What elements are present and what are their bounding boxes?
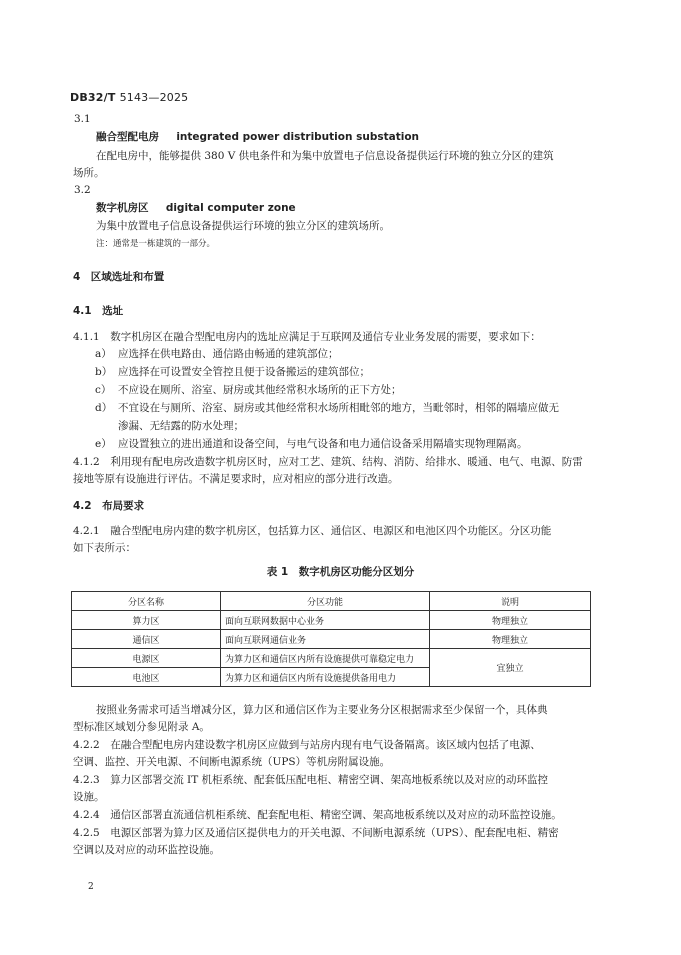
term-en: integrated power distribution substation — [176, 131, 420, 143]
table-header: 分区功能 — [221, 592, 430, 611]
term-note: 注：通常是一栋建筑的一部分。 — [96, 239, 216, 249]
list-item: 不应设在厕所、浴室、厨房或其他经常积水场所的正下方处； — [118, 384, 402, 396]
term-definition: 为集中放置电子信息设备提供运行环境的独立分区的建筑场所。 — [96, 220, 390, 232]
clause-4-2-1: 4.2.1 融合型配电房内建的数字机房区，包括算力区、通信区、电源区和电池区四个功能区。分区功能 — [73, 525, 552, 537]
standard-prefix: DB32/T — [70, 91, 116, 104]
table-header-row — [72, 592, 591, 611]
term-zh: 数字机房区 — [96, 202, 149, 214]
paragraph: 按照业务需求可适当增减分区，算力区和通信区作为主要业务分区根据需求至少保留一个，具体典 — [96, 704, 548, 716]
clause-4-1-2-cont: 接地等原有设施进行评估。不满足要求时，应对相应的部分进行改造。 — [73, 473, 399, 485]
list-item: 应选择在可设置安全管控且便于设备搬运的建筑部位； — [118, 366, 370, 378]
table-header: 分区名称 — [72, 592, 221, 611]
subsection-heading: 4.1 选址 — [73, 305, 124, 317]
function-zone-table — [71, 591, 591, 687]
clause-4-1-2: 4.1.2 利用现有配电房改造数字机房区时，应对工艺、建筑、结构、消防、给排水、暖通、电气、电源、防雷 — [73, 456, 583, 468]
list-item: 应设置独立的进出通道和设备空间，与电气设备和电力通信设备采用隔墙实现物理隔离。 — [118, 438, 528, 450]
list-item-cont: 渗漏、无结露的防水处理； — [118, 420, 244, 432]
list-item: 应选择在供电路由、通信路由畅通的建筑部位； — [118, 348, 339, 360]
term-title — [96, 129, 419, 144]
table-header: 说明 — [430, 592, 591, 611]
clause-4-2-2: 4.2.2 在融合型配电房内建设数字机房区应做到与站房内现有电气设备隔离。该区域内包括了电源、 — [73, 739, 541, 751]
table-cell: 算力区 — [72, 611, 221, 630]
table-row — [72, 649, 591, 668]
section-heading: 4 区域选址和布置 — [73, 271, 165, 283]
table-row — [72, 611, 591, 630]
table-cell: 为算力区和通信区内所有设施提供备用电力 — [221, 668, 430, 687]
table-cell: 面向互联网通信业务 — [221, 630, 430, 649]
clause-4-2-1-cont: 如下表所示： — [73, 542, 136, 554]
term-number: 3.2 — [74, 184, 91, 196]
clause-4-1-1: 4.1.1 数字机房区在融合型配电房内的选址应满足于互联网及通信专业业务发展的需要，要求如下： — [73, 331, 541, 343]
table-cell: 物理独立 — [430, 611, 591, 630]
table-cell: 通信区 — [72, 630, 221, 649]
list-item-letter: d） — [95, 402, 113, 414]
table-row — [72, 630, 591, 649]
standard-number — [70, 91, 188, 104]
term-definition: 在配电房中，能够提供 380 V 供电条件和为集中放置电子信息设备提供运行环境的独立分区的建筑 — [96, 150, 554, 162]
table-cell: 电源区 — [72, 649, 221, 668]
list-item-letter: c） — [95, 384, 112, 396]
list-item-letter: a） — [95, 348, 112, 360]
clause-4-2-3-cont: 设施。 — [73, 791, 105, 803]
term-zh: 融合型配电房 — [96, 131, 159, 143]
table-cell: 电池区 — [72, 668, 221, 687]
list-item-letter: b） — [95, 366, 113, 378]
clause-4-2-3: 4.2.3 算力区部署交流 IT 机柜系统、配套低压配电柜、精密空调、架高地板系统以及对应的动环监控 — [73, 774, 549, 786]
clause-4-2-2-cont: 空调、监控、开关电源、不间断电源系统（UPS）等机房附属设施。 — [73, 756, 391, 768]
term-definition-cont: 场所。 — [73, 167, 105, 179]
standard-code: 5143—2025 — [119, 91, 189, 104]
table-cell-merged: 宜独立 — [430, 649, 591, 687]
table-cell: 物理独立 — [430, 630, 591, 649]
clause-4-2-5: 4.2.5 电源区部署为算力区及通信区提供电力的开关电源、不间断电源系统（UPS）、配套配电柜、精密 — [73, 827, 559, 839]
paragraph-cont: 型标准区域划分参见附录 A。 — [73, 721, 210, 733]
table-cell: 为算力区和通信区内所有设施提供可靠稳定电力 — [221, 649, 430, 668]
term-title — [96, 200, 296, 215]
table-title: 表 1 数字机房区功能分区划分 — [266, 566, 415, 578]
clause-4-2-4: 4.2.4 通信区部署直流通信机柜系统、配套配电柜、精密空调、架高地板系统以及对应的动环监控设施。 — [73, 809, 562, 821]
clause-4-2-5-cont: 空调以及对应的动环监控设施。 — [73, 844, 220, 856]
table-cell: 面向互联网数据中心业务 — [221, 611, 430, 630]
page-number: 2 — [88, 882, 94, 892]
term-en: digital computer zone — [165, 202, 296, 214]
subsection-heading: 4.2 布局要求 — [73, 500, 145, 512]
term-number: 3.1 — [74, 113, 91, 125]
list-item-letter: e） — [95, 438, 112, 450]
list-item: 不宜设在与厕所、浴室、厨房或其他经常积水场所相毗邻的地方，当毗邻时，相邻的隔墙应做无 — [118, 402, 559, 414]
